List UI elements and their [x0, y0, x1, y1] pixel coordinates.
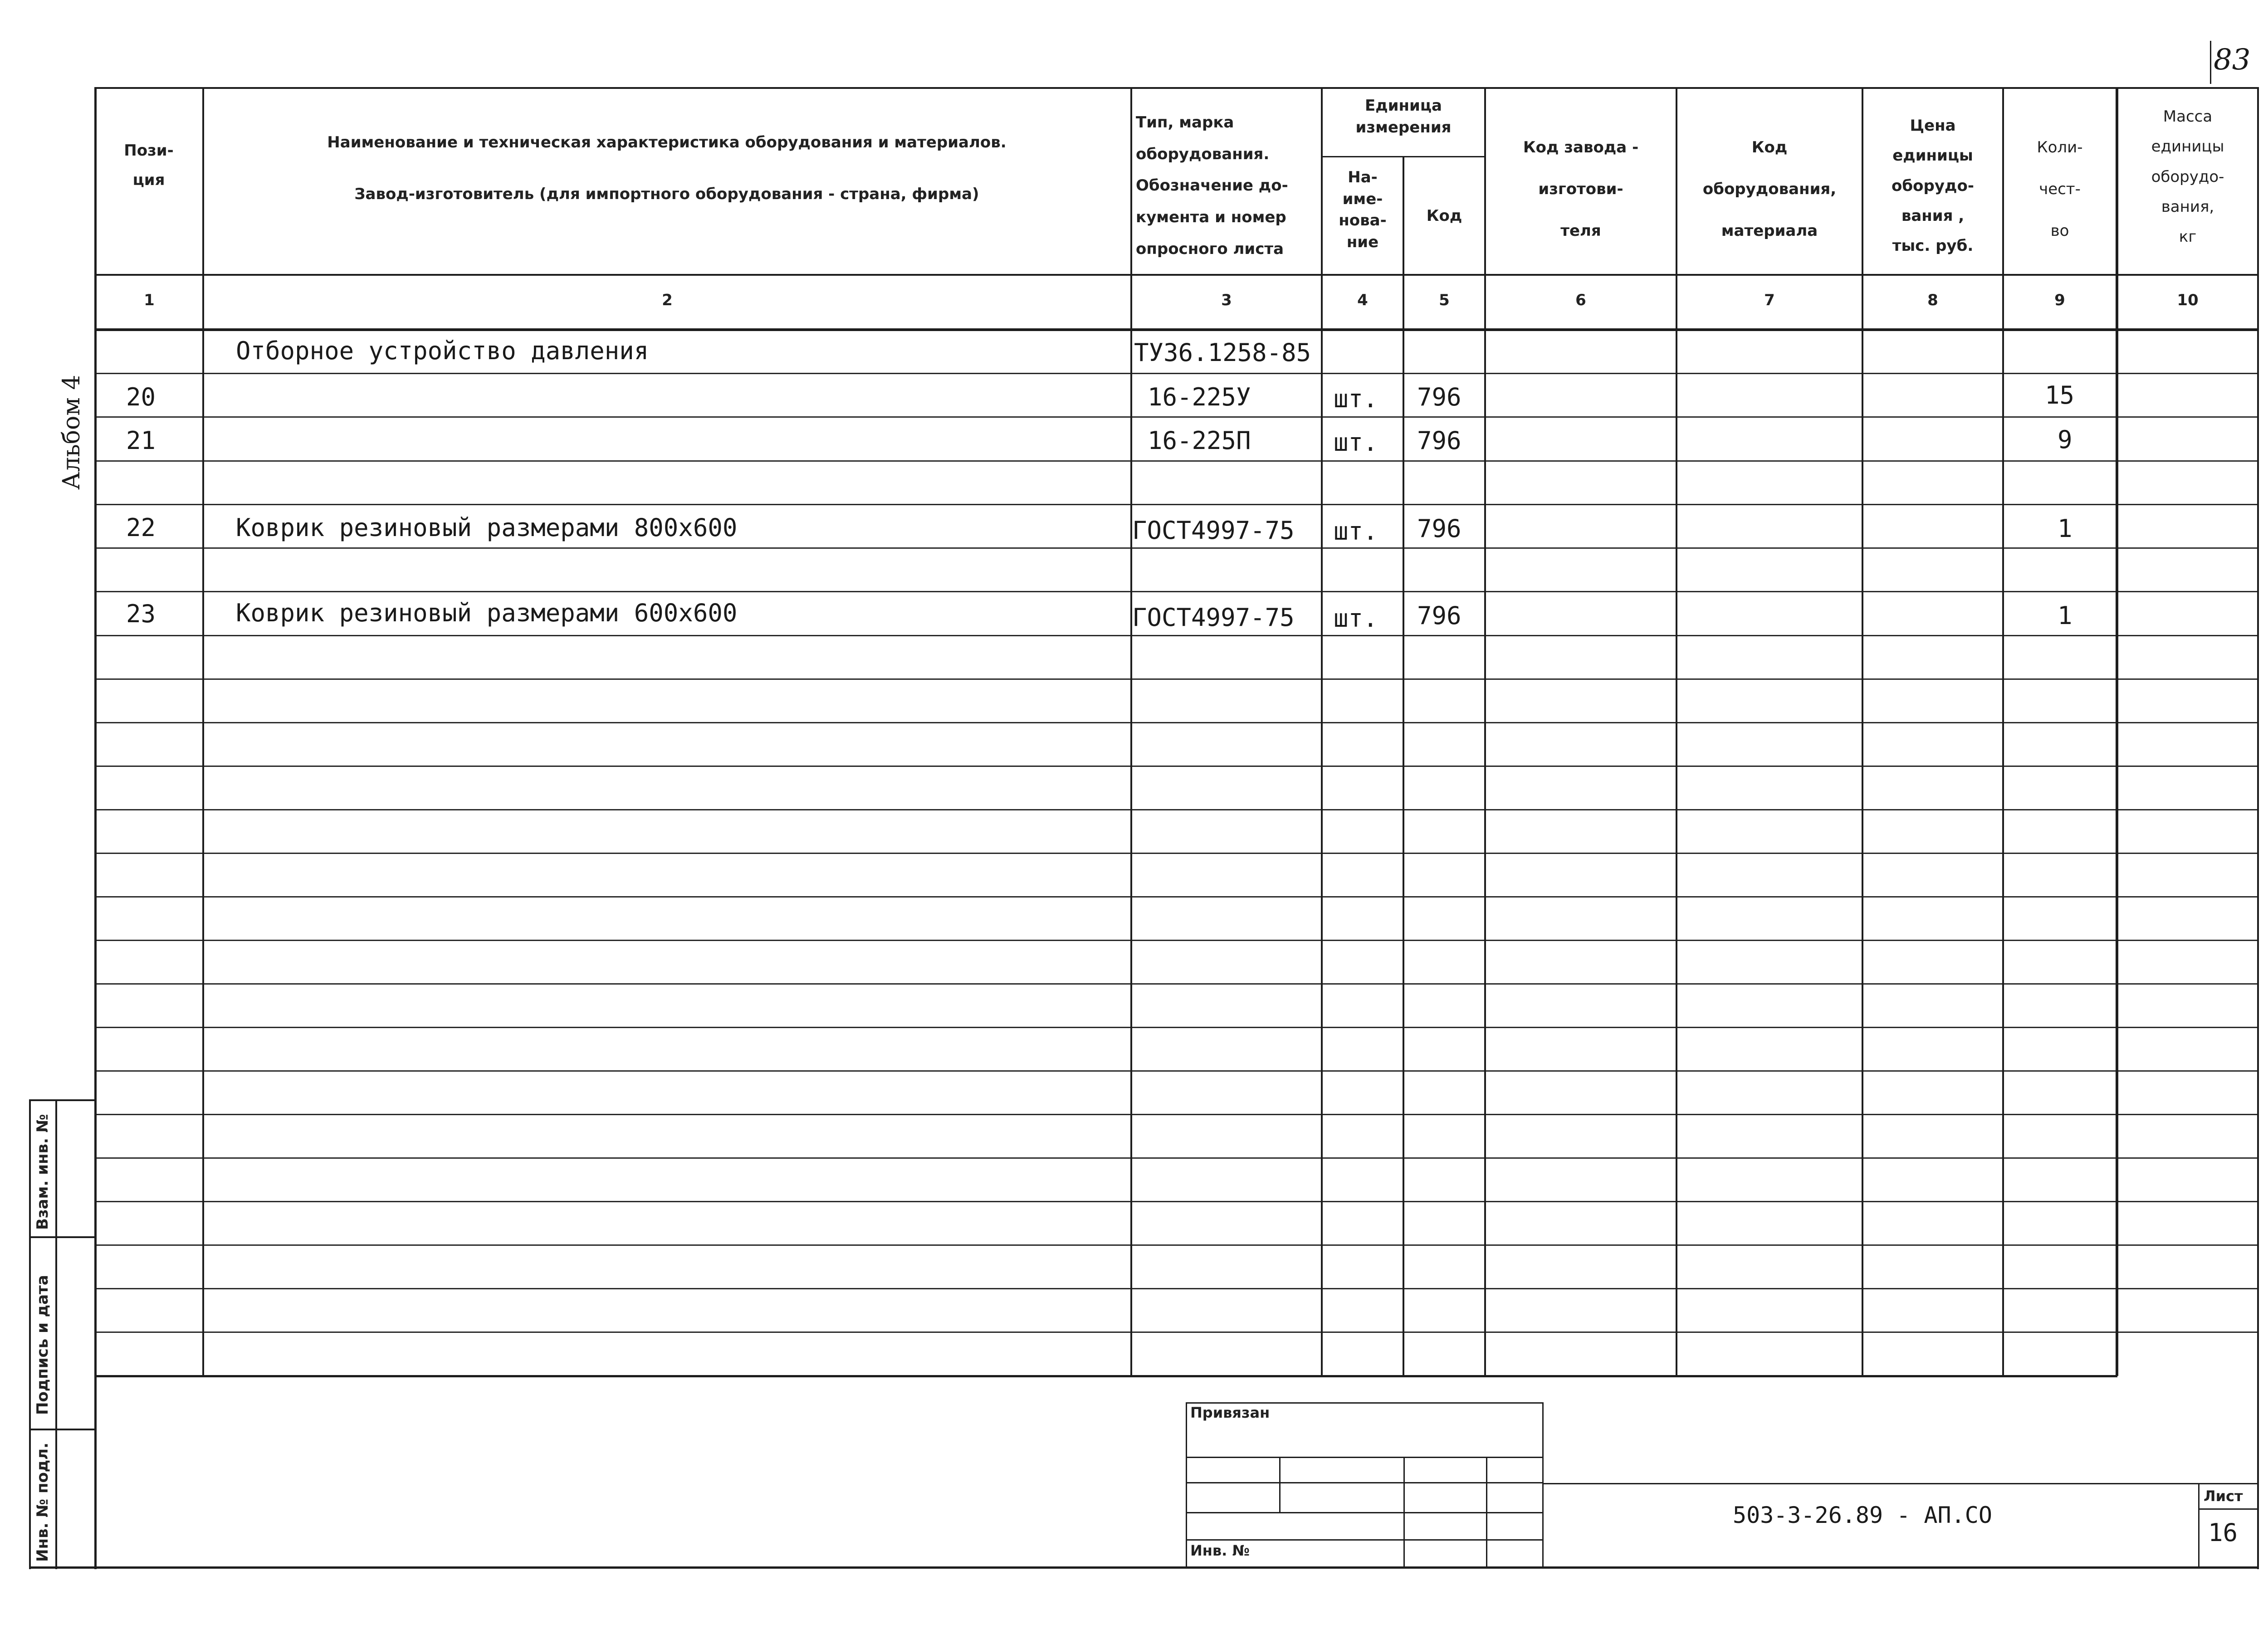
header-position: Пози- ция — [124, 141, 174, 189]
stamp-inv-podl: Инв. № подл. — [34, 1442, 52, 1562]
header-name-line2: Завод-изготовитель (для импортного оборудования - страна, фирма) — [354, 185, 979, 203]
row-unit-code: 796 — [1417, 426, 1461, 455]
header-equipment-code: Код оборудования, материала — [1702, 138, 1837, 240]
header-unit-group: Единица измерения — [1355, 97, 1452, 137]
row-unit: шт. — [1334, 604, 1378, 633]
column-number: 9 — [2054, 291, 2065, 309]
row-unit: шт. — [1334, 428, 1378, 457]
row-type: 16-225П — [1148, 426, 1251, 455]
row-unit-code: 796 — [1417, 383, 1461, 411]
row-position: 23 — [126, 600, 156, 628]
row-type: ГОСТ4997-75 — [1132, 516, 1295, 545]
row-name: Отборное устройство давления — [236, 337, 649, 365]
column-number: 3 — [1221, 291, 1232, 309]
document-code: 503-3-26.89 - АП.СО — [1733, 1502, 1992, 1528]
inv-no-label: Инв. № — [1190, 1542, 1250, 1559]
page-number-mark — [2210, 41, 2211, 84]
row-quantity: 9 — [2058, 425, 2072, 454]
column-number: 1 — [144, 291, 155, 309]
column-number: 5 — [1439, 291, 1450, 309]
row-name: Коврик резиновый размерами 800х600 — [236, 513, 738, 542]
header-unit-code: Код — [1426, 207, 1462, 225]
album-label: Альбом 4 — [58, 375, 85, 490]
row-name: Коврик резиновый размерами 600х600 — [236, 599, 738, 627]
row-quantity: 1 — [2058, 514, 2072, 543]
sheet-number: 16 — [2208, 1518, 2238, 1547]
row-quantity: 1 — [2058, 601, 2072, 630]
row-unit-code: 796 — [1417, 601, 1461, 630]
row-type: ГОСТ4997-75 — [1132, 603, 1295, 632]
stamp-inv-vzam: Взам. инв. № — [34, 1114, 52, 1230]
header-unit-name: На- име- нова- ние — [1339, 168, 1387, 251]
row-type: 16-225У — [1148, 383, 1251, 411]
stamp-podpis-data: Подпись и дата — [34, 1275, 52, 1415]
privyazan-label: Привязан — [1190, 1404, 1270, 1421]
column-number: 10 — [2177, 291, 2199, 309]
row-unit-code: 796 — [1417, 514, 1461, 543]
column-number: 4 — [1357, 291, 1368, 309]
header-manufacturer-code: Код завода - изготови- теля — [1523, 138, 1639, 240]
sheet-label: Лист — [2204, 1488, 2243, 1505]
header-name-line1: Наименование и техническая характеристика оборудования и материалов. — [327, 133, 1007, 151]
column-number: 8 — [1927, 291, 1938, 309]
row-unit: шт. — [1334, 517, 1378, 546]
header-type: Тип, марка оборудования. Обозначение до- кумента и номер опросного листа — [1136, 113, 1288, 258]
row-position: 20 — [126, 383, 156, 411]
column-number: 6 — [1575, 291, 1586, 309]
header-mass: Масса единицы оборудо- вания, кг — [2151, 107, 2224, 246]
header-quantity: Коли- чест- во — [2037, 138, 2083, 240]
page-number: 83 — [2214, 43, 2251, 77]
column-number: 2 — [662, 291, 673, 309]
header-price: Цена единицы оборудо- вания , тыс. руб. — [1892, 117, 1974, 255]
row-type: ТУ36.1258-85 — [1134, 338, 1311, 367]
row-unit: шт. — [1334, 385, 1378, 413]
column-number: 7 — [1764, 291, 1775, 309]
row-position: 22 — [126, 513, 156, 542]
row-position: 21 — [126, 426, 156, 455]
row-quantity: 15 — [2045, 381, 2075, 410]
